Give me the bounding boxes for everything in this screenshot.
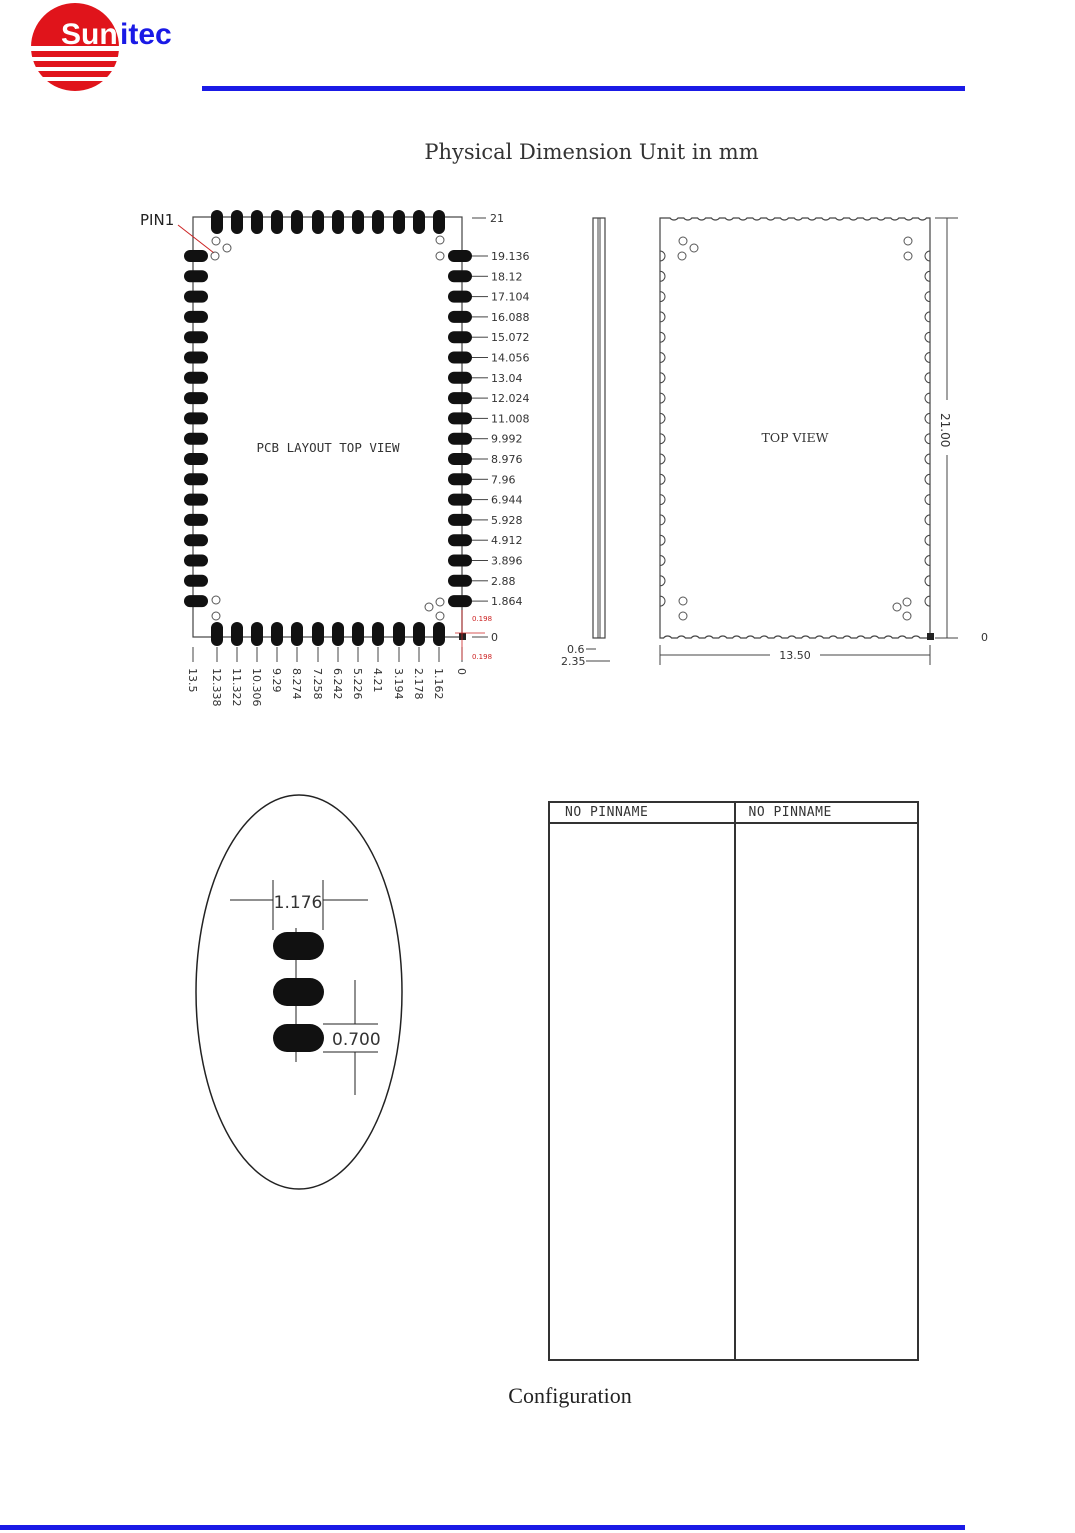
dim-label-right: 6.944 xyxy=(491,493,523,507)
dim-label-right: 14.056 xyxy=(491,351,530,365)
side-notch-right xyxy=(925,292,930,302)
pad-top xyxy=(413,210,425,234)
dim-label-right: 5.928 xyxy=(491,513,523,527)
side-notch-right xyxy=(925,454,930,464)
side-label-thick: 2.35 xyxy=(561,655,586,668)
pad-bottom xyxy=(211,622,223,646)
fiducial-circle xyxy=(904,237,912,245)
fiducial-circle xyxy=(212,237,220,245)
pin1-label: PIN1 xyxy=(140,211,175,229)
dim-label-right: 1.864 xyxy=(491,595,523,609)
pad-bottom xyxy=(352,622,364,646)
fiducial-circle xyxy=(904,252,912,260)
dim-label-right: 19.136 xyxy=(491,250,530,263)
pad-right xyxy=(448,453,472,465)
width-dim-label: 13.50 xyxy=(779,649,811,662)
side-notch-right xyxy=(925,474,930,484)
fiducial-circle xyxy=(436,236,444,244)
dim-label-bottom: 0 xyxy=(455,668,468,675)
pad-right xyxy=(448,555,472,567)
dim-label-right: 7.96 xyxy=(491,473,516,487)
side-notch-left xyxy=(660,353,665,363)
logo-text-sun: Sun xyxy=(61,18,118,51)
pad-bottom xyxy=(271,622,283,646)
dim-label-zero: 0 xyxy=(491,631,498,644)
side-notch-right xyxy=(925,353,930,363)
pad-left xyxy=(184,412,208,424)
pcb-layout-drawing xyxy=(140,210,530,707)
pin-table-right-header: NO PINNAME xyxy=(734,803,918,824)
pin1-leader xyxy=(178,225,214,253)
page-title: Physical Dimension Unit in mm xyxy=(424,140,759,164)
fiducial-circle xyxy=(679,237,687,245)
pad-bottom xyxy=(332,622,344,646)
dim-label-bottom: 11.322 xyxy=(230,668,243,707)
pad-top xyxy=(251,210,263,234)
pad-right xyxy=(448,352,472,364)
pad-top xyxy=(271,210,283,234)
pad-bottom xyxy=(251,622,263,646)
footer-rule xyxy=(0,1525,965,1530)
fiducial-circle xyxy=(903,612,911,620)
side-notch-left xyxy=(660,576,665,586)
pad-height-label: 0.700 xyxy=(332,1030,381,1050)
pad-right xyxy=(448,250,472,262)
dim-label-top: 21 xyxy=(490,212,504,225)
pad-top xyxy=(332,210,344,234)
pad-right xyxy=(448,433,472,445)
dim-label-right: 16.088 xyxy=(491,310,530,324)
pad-right xyxy=(448,575,472,587)
fiducial-circle xyxy=(223,244,231,252)
dim-label-bottom: 6.242 xyxy=(331,668,344,700)
pad-left xyxy=(184,433,208,445)
side-notch-right xyxy=(925,271,930,281)
dim-label-bottom: 13.5 xyxy=(186,668,199,693)
side-notch-right xyxy=(925,332,930,342)
side-notch-right xyxy=(925,393,930,403)
dim-label-right: 17.104 xyxy=(491,290,530,304)
fiducial-circle xyxy=(690,244,698,252)
side-notch-right xyxy=(925,535,930,545)
dim-label-right: 8.976 xyxy=(491,453,523,466)
pad-right xyxy=(448,372,472,384)
pad-bottom xyxy=(291,622,303,646)
dim-label-bottom: 3.194 xyxy=(392,668,405,700)
pad-bottom xyxy=(231,622,243,646)
pad-left xyxy=(184,392,208,404)
origin-marker xyxy=(459,633,466,640)
detail-pad xyxy=(273,978,324,1006)
pad-left xyxy=(184,555,208,567)
dim-label-bottom: 4.21 xyxy=(371,668,384,693)
pad-bottom xyxy=(312,622,324,646)
pad-left xyxy=(184,352,208,364)
dim-label-right: 9.992 xyxy=(491,432,523,446)
pcb-center-label: PCB LAYOUT TOP VIEW xyxy=(256,440,400,455)
top-view-origin xyxy=(927,633,934,640)
dim-label-bottom: 7.258 xyxy=(311,668,324,700)
fiducial-circle xyxy=(425,603,433,611)
offset-label-b: 0.198 xyxy=(472,653,493,661)
fiducial-circle xyxy=(678,252,686,260)
pad-left xyxy=(184,473,208,485)
pad-top xyxy=(211,210,223,234)
pad-detail-drawing xyxy=(196,795,402,1189)
side-notch-left xyxy=(660,454,665,464)
side-notch-left xyxy=(660,373,665,383)
pin-table-left-header: NO PINNAME xyxy=(550,803,734,824)
side-notch-right xyxy=(925,556,930,566)
pad-left xyxy=(184,372,208,384)
pad-left xyxy=(184,453,208,465)
detail-pad xyxy=(273,1024,324,1052)
pad-right xyxy=(448,331,472,343)
top-view-drawing xyxy=(660,218,988,665)
side-notch-left xyxy=(660,332,665,342)
dim-label-bottom: 9.29 xyxy=(270,668,283,693)
pad-bottom xyxy=(413,622,425,646)
logo-text-itec: itec xyxy=(120,18,172,51)
side-notch-right xyxy=(925,373,930,383)
pad-top xyxy=(312,210,324,234)
pad-bottom xyxy=(372,622,384,646)
side-label-thin: 0.6 xyxy=(567,643,585,656)
dim-label-bottom: 10.306 xyxy=(250,668,263,707)
dim-label-bottom: 2.178 xyxy=(412,668,425,700)
pad-bottom xyxy=(393,622,405,646)
side-notch-right xyxy=(925,515,930,525)
side-notch-right xyxy=(925,576,930,586)
side-notch-left xyxy=(660,413,665,423)
pad-left xyxy=(184,331,208,343)
pad-right xyxy=(448,473,472,485)
pad-right xyxy=(448,595,472,607)
pad-right xyxy=(448,412,472,424)
top-view-zero-label: 0 xyxy=(981,631,988,644)
side-notch-left xyxy=(660,556,665,566)
pad-left xyxy=(184,291,208,303)
fiducial-circle xyxy=(903,598,911,606)
pad-left xyxy=(184,311,208,323)
pad-left xyxy=(184,250,208,262)
side-notch-left xyxy=(660,251,665,261)
side-notch-left xyxy=(660,434,665,444)
pad-left xyxy=(184,575,208,587)
fiducial-circle xyxy=(436,612,444,620)
side-outline xyxy=(593,218,605,638)
pad-left xyxy=(184,270,208,282)
fiducial-circle xyxy=(436,252,444,260)
side-notch-left xyxy=(660,495,665,505)
dim-label-right: 18.12 xyxy=(491,270,523,284)
side-notch-right xyxy=(925,596,930,606)
side-notch-left xyxy=(660,596,665,606)
fiducial-circle xyxy=(679,597,687,605)
pad-top xyxy=(231,210,243,234)
pitch-width-label: 1.176 xyxy=(273,893,323,913)
side-view-drawing xyxy=(561,218,610,668)
pad-bottom xyxy=(433,622,445,646)
fiducial-circle xyxy=(212,612,220,620)
dim-label-right: 11.008 xyxy=(491,412,530,426)
side-notch-left xyxy=(660,271,665,281)
pad-top xyxy=(433,210,445,234)
dim-label-right: 12.024 xyxy=(491,392,530,406)
detail-pad xyxy=(273,932,324,960)
side-notch-right xyxy=(925,434,930,444)
top-view-label: TOP VIEW xyxy=(761,430,829,445)
pad-left xyxy=(184,514,208,526)
side-notch-left xyxy=(660,474,665,484)
side-notch-right xyxy=(925,413,930,423)
pad-top xyxy=(352,210,364,234)
pad-left xyxy=(184,534,208,546)
pcb-outline xyxy=(193,217,462,637)
pad-right xyxy=(448,534,472,546)
dim-label-bottom: 8.274 xyxy=(290,668,303,700)
pad-right xyxy=(448,392,472,404)
side-notch-left xyxy=(660,535,665,545)
pad-top xyxy=(393,210,405,234)
pad-right xyxy=(448,494,472,506)
dim-label-right: 2.88 xyxy=(491,574,516,588)
dim-label-right: 15.072 xyxy=(491,331,530,345)
fiducial-circle xyxy=(893,603,901,611)
pad-top xyxy=(291,210,303,234)
offset-label-a: 0.198 xyxy=(472,615,493,623)
pad-right xyxy=(448,291,472,303)
pin-table-left-column xyxy=(550,803,736,1359)
dim-label-right: 4.912 xyxy=(491,534,523,548)
dim-label-bottom: 1.162 xyxy=(432,668,445,700)
side-notch-left xyxy=(660,312,665,322)
fiducial-circle xyxy=(211,252,219,260)
top-view-outline xyxy=(660,218,930,638)
pad-right xyxy=(448,270,472,282)
dim-label-bottom: 12.338 xyxy=(210,668,223,707)
pad-left xyxy=(184,595,208,607)
pin-table xyxy=(548,801,919,1361)
height-dim-label: 21.00 xyxy=(938,413,952,448)
dim-label-right: 3.896 xyxy=(491,554,523,568)
side-notch-right xyxy=(925,251,930,261)
fiducial-circle xyxy=(436,598,444,606)
dim-label-right: 13.04 xyxy=(491,371,523,385)
dim-label-bottom: 5.226 xyxy=(351,668,364,700)
pad-left xyxy=(184,494,208,506)
fiducial-circle xyxy=(212,596,220,604)
pad-right xyxy=(448,311,472,323)
side-notch-left xyxy=(660,515,665,525)
side-notch-right xyxy=(925,312,930,322)
side-notch-left xyxy=(660,393,665,403)
configuration-caption: Configuration xyxy=(508,1383,632,1408)
pad-top xyxy=(372,210,384,234)
fiducial-circle xyxy=(679,612,687,620)
side-notch-left xyxy=(660,292,665,302)
side-notch-right xyxy=(925,495,930,505)
pad-right xyxy=(448,514,472,526)
pin-table-right-column xyxy=(734,803,918,1359)
